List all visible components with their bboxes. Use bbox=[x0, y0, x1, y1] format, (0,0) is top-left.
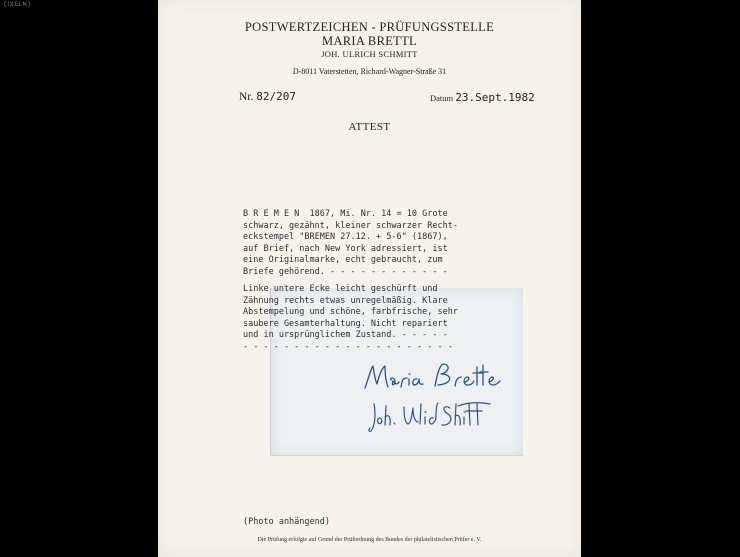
typed-line: B R E M E N 1867, Mi. Nr. 14 = 10 Grote bbox=[243, 209, 448, 219]
typed-line: - - - - - - - - - - - - - - - - - - - - - bbox=[243, 341, 453, 352]
certificate-date bbox=[430, 91, 535, 104]
typed-line: schwarz, gezähnt, kleiner schwarzer Recht- bbox=[243, 220, 458, 231]
footer-note: Die Prüfung erfolgte auf Grund der Prüfordnung des Bundes der philatelistischen Prüfer e. V. bbox=[257, 537, 482, 543]
certificate-number bbox=[239, 90, 296, 103]
datum-value: 23.Sept.1982 bbox=[455, 91, 535, 104]
attest-heading: ATTEST bbox=[348, 121, 391, 133]
nr-label: Nr. bbox=[239, 91, 254, 103]
corner-mark: {IXELN} bbox=[3, 1, 32, 8]
signature-maria-brettl bbox=[363, 358, 503, 394]
certificate-page bbox=[158, 0, 581, 557]
typed-line: Abstempelung und schöne, farbfrische, sehr bbox=[243, 307, 458, 318]
typed-line: eine Originalmarke, echt gebraucht, zum bbox=[243, 255, 443, 266]
letterhead-title: POSTWERTZEICHEN - PRÜFUNGSSTELLE bbox=[244, 20, 495, 34]
letterhead-subname: JOH. ULRICH SCHMITT bbox=[321, 49, 418, 59]
typed-line: und in ursprünglichem Zustand. - - - - - bbox=[243, 330, 448, 341]
typed-line: auf Brief, nach New York adressiert, ist bbox=[243, 243, 448, 254]
attest-paragraph-1 bbox=[243, 209, 458, 279]
signature-ulrich-schmitt bbox=[368, 398, 498, 434]
datum-label: Datum bbox=[430, 93, 454, 103]
typed-line: saubere Gesamterhaltung. Nicht repariert bbox=[243, 318, 448, 329]
attest-paragraph-2 bbox=[243, 284, 458, 354]
letterhead-address: D-8011 Vaterstetten, Richard-Wagner-Straße 31 bbox=[292, 67, 447, 76]
typed-line: Briefe gehörend. - - - - - - - - - - - - bbox=[243, 266, 448, 277]
photo-note: (Photo anhängend) bbox=[243, 517, 330, 527]
typed-line: Linke untere Ecke leicht geschürft und bbox=[243, 284, 438, 294]
letterhead-name: MARIA BRETTL bbox=[322, 34, 417, 48]
typed-line: Zähnung rechts etwas unregelmäßig. Klare bbox=[243, 295, 448, 306]
typed-line: eckstempel "BREMEN 27.12. + 5-6" (1867), bbox=[243, 232, 448, 243]
nr-value: 82/207 bbox=[256, 90, 296, 103]
